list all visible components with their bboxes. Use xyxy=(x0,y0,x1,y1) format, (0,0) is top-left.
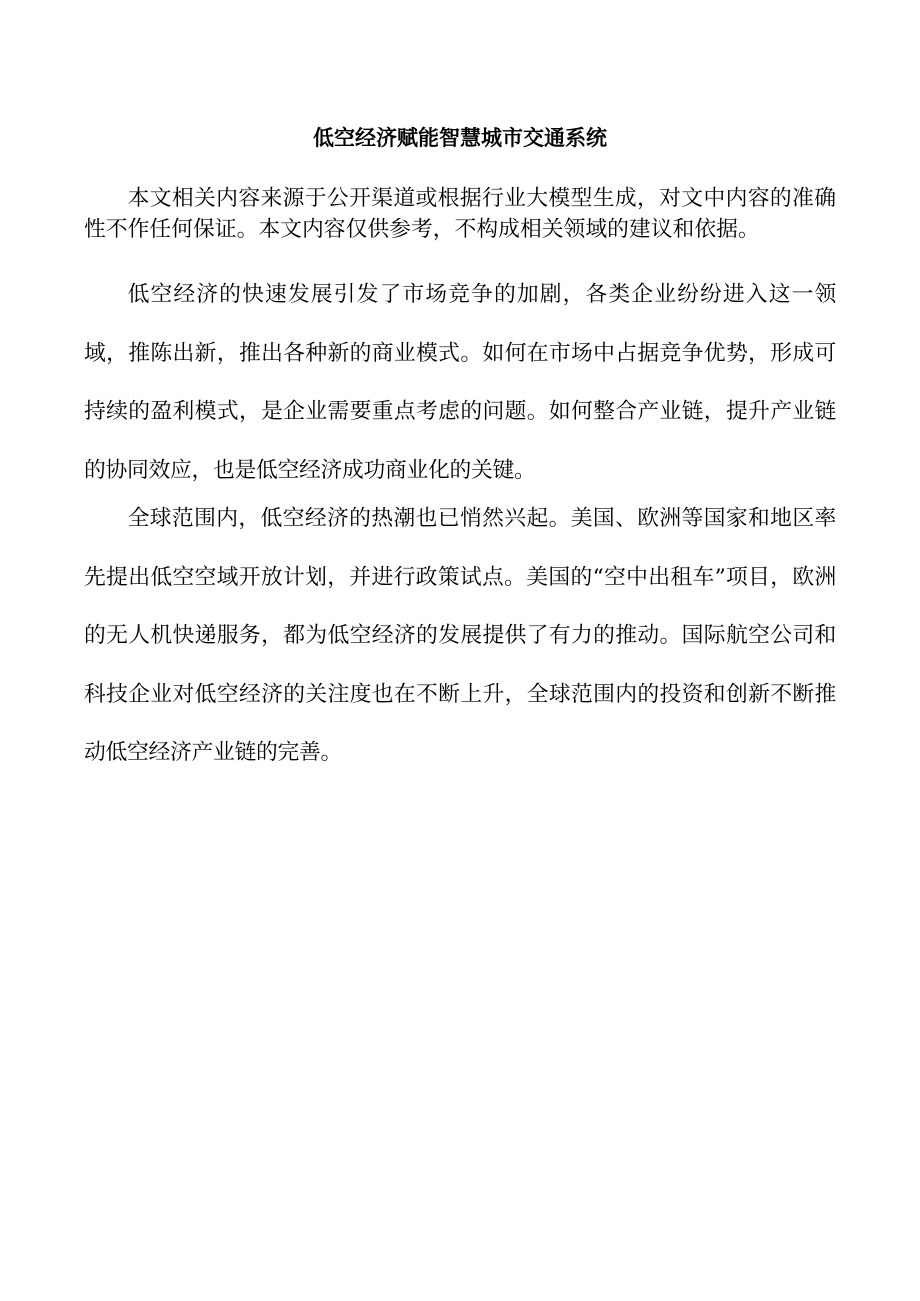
disclaimer-paragraph: 本文相关内容来源于公开渠道或根据行业大模型生成，对文中内容的准确性不作任何保证。本文内容仅供参考，不构成相关领域的建议和依据。 xyxy=(84,186,836,242)
body-paragraph-2: 全球范围内，低空经济的热潮也已悄然兴起。美国、欧洲等国家和地区率先提出低空空域开放计划，并进行政策试点。美国的“空中出租车”项目，欧洲的无人机快递服务，都为低空经济的发展提供了有力的推动。国际航空公司和科技企业对低空经济的关注度也在不断上升，全球范围内的投资和创新不断推动低空经济产业链的完善。 xyxy=(84,506,836,765)
body-paragraph-1: 低空经济的快速发展引发了市场竞争的加剧，各类企业纷纷进入这一领域，推陈出新，推出各种新的商业模式。如何在市场中占据竞争优势，形成可持续的盈利模式，是企业需要重点考虑的问题。如何整合产业链，提升产业链的协同效应，也是低空经济成功商业化的关键。 xyxy=(84,282,836,483)
document-title: 低空经济赋能智慧城市交通系统 xyxy=(313,126,607,150)
